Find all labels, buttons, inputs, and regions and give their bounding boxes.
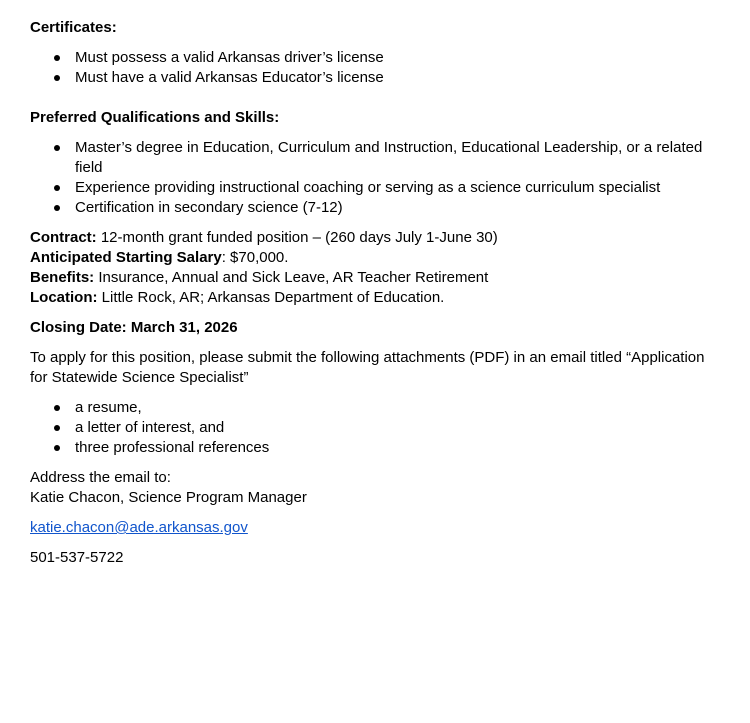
list-item: Must possess a valid Arkansas driver’s license	[30, 48, 720, 68]
list-item: Experience providing instructional coaching or serving as a science curriculum specialist	[30, 178, 720, 198]
list-item: a resume,	[30, 398, 720, 418]
contact-name: Katie Chacon, Science Program Manager	[30, 489, 307, 506]
email-line	[30, 518, 720, 538]
contract-value: 12-month grant funded position – (260 days July 1-June 30)	[96, 229, 498, 246]
contract-line	[30, 228, 720, 248]
benefits-label: Benefits:	[30, 269, 95, 286]
salary-label: Anticipated Starting Salary	[30, 249, 222, 266]
address-line: Address the email to:	[30, 469, 171, 486]
list-item: three professional references	[30, 438, 720, 458]
closing-date: Closing Date: March 31, 2026	[30, 319, 238, 336]
list-item: Certification in secondary science (7-12)	[30, 198, 720, 218]
benefits-line	[30, 268, 720, 288]
email-link[interactable]: katie.chacon@ade.arkansas.gov	[30, 519, 248, 536]
salary-line	[30, 248, 720, 268]
contract-label: Contract:	[30, 229, 97, 246]
preferred-heading: Preferred Qualifications and Skills:	[30, 109, 280, 126]
location-line	[30, 288, 720, 308]
location-label: Location:	[30, 289, 98, 306]
location-value: Little Rock, AR; Arkansas Department of Education.	[97, 289, 445, 306]
list-item: a letter of interest, and	[30, 418, 720, 438]
phone-number: 501-537-5722	[30, 549, 124, 566]
list-item: Master’s degree in Education, Curriculum and Instruction, Educational Leadership, or a related field	[30, 138, 720, 178]
benefits-value: Insurance, Annual and Sick Leave, AR Teacher Retirement	[94, 269, 489, 286]
list-item: Must have a valid Arkansas Educator’s license	[30, 68, 720, 88]
salary-value: : $70,000.	[221, 249, 289, 266]
preferred-list	[30, 138, 720, 218]
position-details	[30, 228, 720, 308]
certificates-heading: Certificates:	[30, 19, 117, 36]
apply-instructions: To apply for this position, please submit the following attachments (PDF) in an email titled “Application for Statewide Science Specialist”	[30, 349, 705, 386]
attachments-list	[30, 398, 720, 458]
certificates-list	[30, 48, 720, 88]
